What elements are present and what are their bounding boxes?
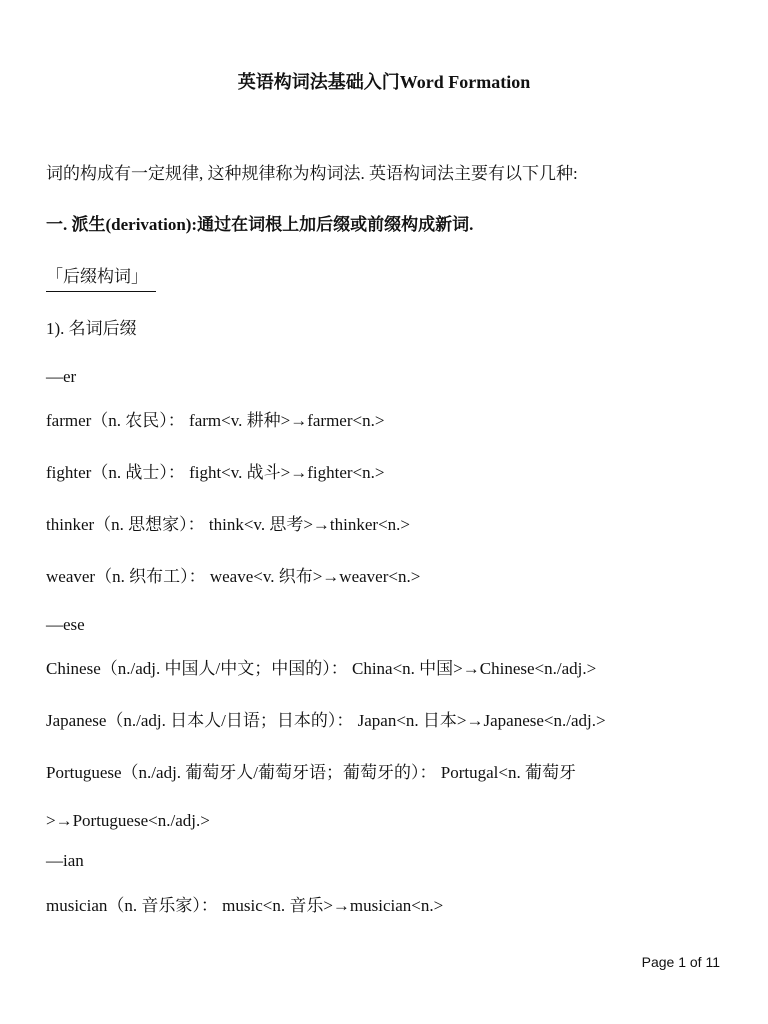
example-fighter: fighter（n. 战士）： fight<v. 战斗>→fighter<n.> — [46, 463, 385, 482]
noun-suffix-heading: 1). 名词后缀 — [46, 319, 137, 338]
section-heading-derivation: 一. 派生(derivation):通过在词根上加后缀或前缀构成新词. — [46, 215, 474, 234]
example-portuguese-line1: Portuguese（n./adj. 葡萄牙人/葡萄牙语；葡萄牙的）： Portugal<n. 葡萄牙 — [46, 763, 576, 782]
example-thinker: thinker（n. 思想家）： think<v. 思考>→thinker<n.> — [46, 515, 410, 534]
suffix-label-ese: —ese — [46, 615, 85, 634]
example-musician: musician（n. 音乐家）： music<n. 音乐>→musician<n.> — [46, 896, 444, 915]
example-chinese: Chinese（n./adj. 中国人/中文；中国的）： China<n. 中国>→Chinese<n./adj.> — [46, 659, 597, 678]
subsection-title — [46, 266, 156, 292]
intro-paragraph: 词的构成有一定规律, 这种规律称为构词法. 英语构词法主要有以下几种: — [46, 164, 578, 183]
example-portuguese-line2: >→Portuguese<n./adj.> — [46, 811, 210, 830]
example-japanese: Japanese（n./adj. 日本人/日语；日本的）： Japan<n. 日本>→Japanese<n./adj.> — [46, 711, 606, 730]
document-title: 英语构词法基础入门Word Formation — [237, 72, 531, 92]
subsection-title-text: 「后缀构词」 — [46, 266, 156, 292]
example-farmer: farmer（n. 农民）： farm<v. 耕种>→farmer<n.> — [46, 411, 385, 430]
suffix-label-er: —er — [46, 367, 77, 386]
example-weaver: weaver（n. 织布工）： weave<v. 织布>→weaver<n.> — [46, 567, 421, 586]
page-number: Page 1 of 11 — [641, 954, 720, 970]
suffix-label-ian: —ian — [46, 851, 84, 870]
